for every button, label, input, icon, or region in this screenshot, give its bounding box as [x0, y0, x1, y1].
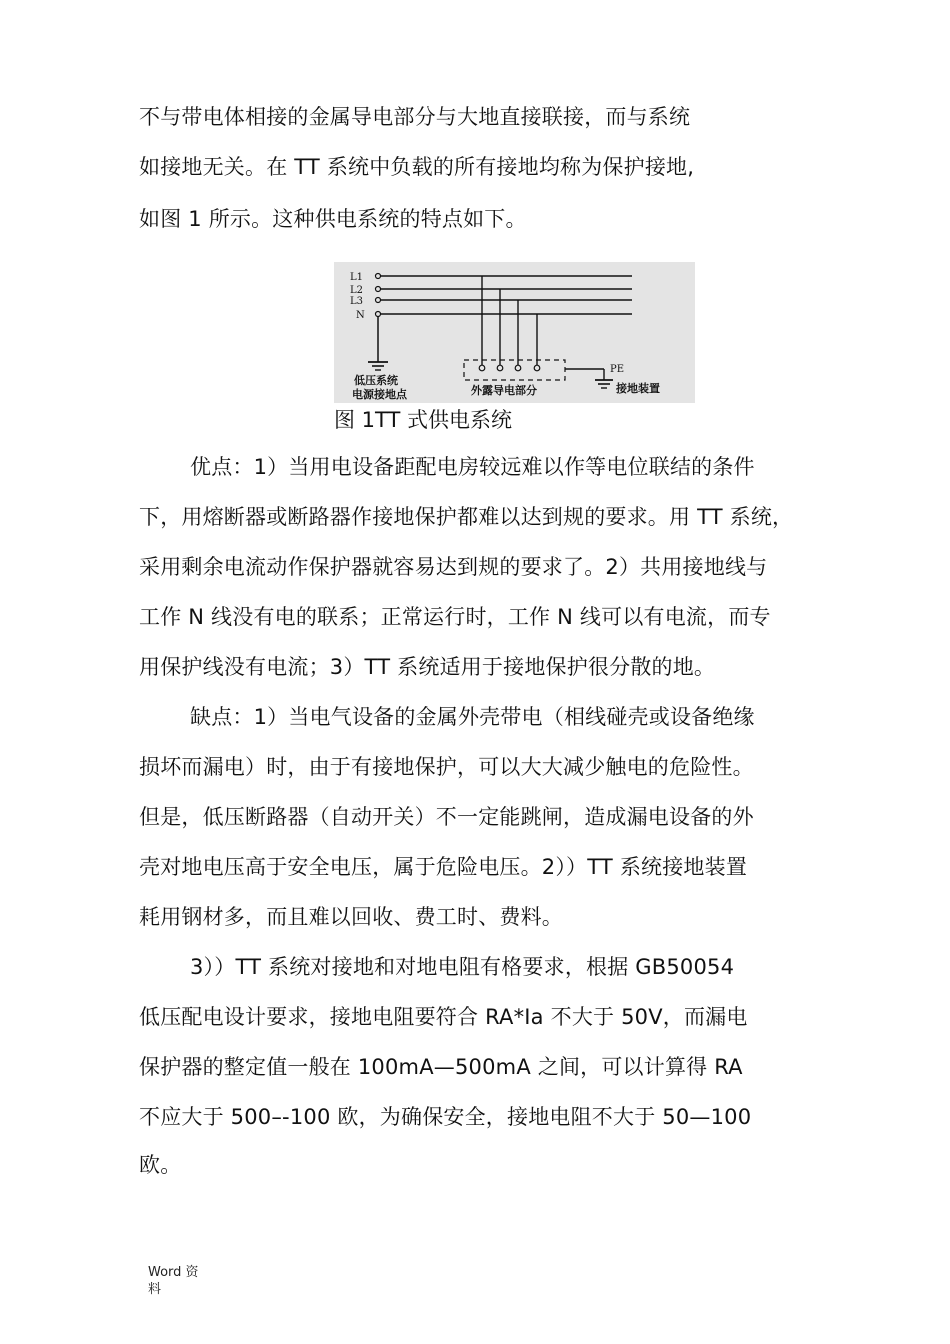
pe-label: PE [610, 364, 625, 375]
footer-line-1: Word 资 [148, 1265, 199, 1280]
disadvantages-line-1: 缺点：1）当电气设备的金属外壳带电（相线碰壳或设备绝缘 [190, 705, 755, 729]
footer-line-2: 料 [148, 1282, 162, 1297]
disadvantages-line-2: 损坏而漏电）时，由于有接地保护，可以大大减少触电的危险性。 [139, 755, 754, 779]
point3-line-1: 3））TT 系统对接地和对地电阻有格要求，根据 GB50054 [190, 955, 735, 979]
advantages-line-2: 下，用熔断器或断路器作接地保护都难以达到规的要求。用 TT 系统， [139, 505, 794, 529]
advantages-line-4: 工作 N 线没有电的联系；正常运行时，工作 N 线可以有电流，而专 [139, 605, 771, 629]
advantages-line-5: 用保护线没有电流；3）TT 系统适用于接地保护很分散的地。 [139, 655, 716, 679]
intro-line-3: 如图 1 所示。这种供电系统的特点如下。 [139, 207, 527, 231]
disadvantages-line-4: 壳对地电压高于安全电压，属于危险电压。2））TT 系统接地装置 [139, 855, 748, 879]
exposed-part-label: 外露导电部分 [471, 384, 537, 397]
intro-line-2: 如接地无关。在 TT 系统中负载的所有接地均称为保护接地, [139, 155, 695, 179]
ground-device-label: 接地装置 [616, 382, 660, 395]
source-ground-label-2: 电源接地点 [352, 388, 407, 401]
point3-line-3: 保护器的整定值一般在 100mA—500mA 之间，可以计算得 RA [139, 1055, 743, 1079]
label-l1: L1 [350, 272, 364, 283]
disadvantages-line-5: 耗用钢材多，而且难以回收、费工时、费料。 [139, 905, 563, 929]
page-footer [148, 1264, 199, 1298]
advantages-line-3: 采用剩余电流动作保护器就容易达到规的要求了。2）共用接地线与 [139, 555, 768, 579]
point3-line-5: 欧。 [139, 1153, 182, 1177]
tt-system-diagram [334, 262, 695, 403]
point3-line-2: 低压配电设计要求，接地电阻要符合 RA*Ia 不大于 50V，而漏电 [139, 1005, 748, 1029]
disadvantages-line-3: 但是，低压断路器（自动开关）不一定能跳闸，造成漏电设备的外 [139, 805, 754, 829]
tt-diagram-svg [334, 262, 695, 403]
exposed-part-box [464, 360, 565, 380]
label-n: N [356, 310, 365, 321]
label-l3: L3 [350, 296, 364, 307]
intro-line-1: 不与带电体相接的金属导电部分与大地直接联接，而与系统 [139, 105, 691, 129]
label-l2: L2 [350, 285, 364, 296]
advantages-line-1: 优点：1）当用电设备距配电房较远难以作等电位联结的条件 [190, 455, 755, 479]
figure-caption: 图 1TT 式供电系统 [334, 408, 512, 432]
point3-line-4: 不应大于 500–-100 欧，为确保安全，接地电阻不大于 50—100 [139, 1105, 752, 1129]
source-ground-label-1: 低压系统 [354, 374, 398, 387]
